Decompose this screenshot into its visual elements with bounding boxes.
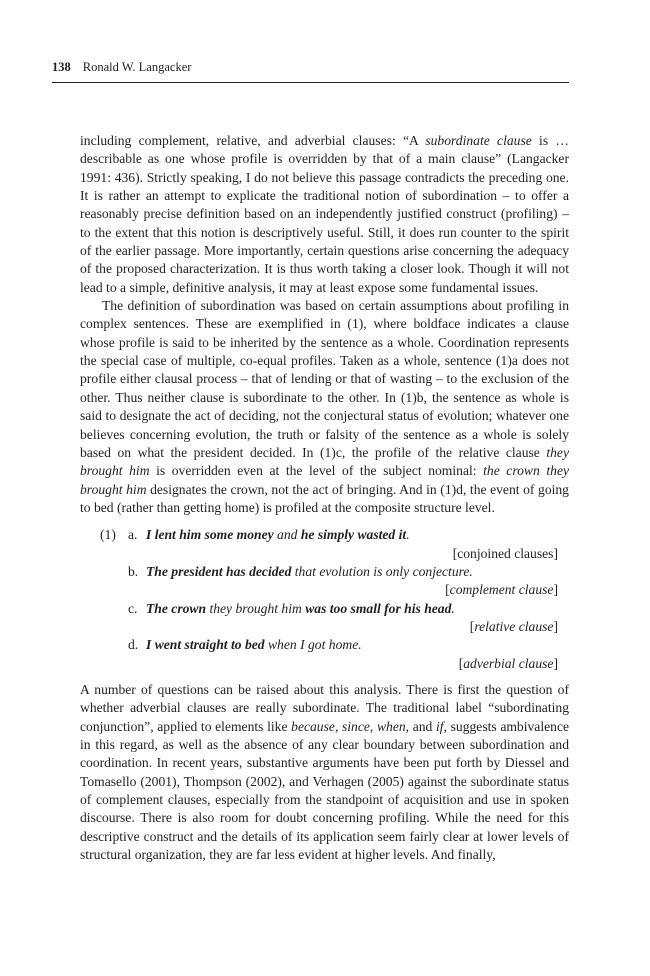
text-run: , suggests ambivalence in this regard, as well as the absence of any clear boundary between subordination and coordination. In recent years, substantive arguments have been put forth by Diessel and Tomasello (2001), Thompson (2002), and Verhagen (2005) against the subordinate status of complement clauses, especially from the standpoint of acquisition and use in spoken discourse. There is also room for doubt concerning profiling. While the need for this descriptive construct and the details of its application seem fairly clear at lower levels of structural organization, they are far less evident at higher levels. And finally, <box>80 718 570 863</box>
paragraph-1 <box>80 132 569 297</box>
running-head-author: Ronald W. Langacker <box>82 60 192 74</box>
example-sentence <box>146 636 569 654</box>
example-sentence <box>146 600 569 618</box>
bold-clause: was too small for his head <box>305 600 452 616</box>
label-text: complement clause <box>449 582 554 598</box>
italic-term: since <box>341 718 370 734</box>
example-c <box>80 600 569 618</box>
label-text: adverbial clause <box>463 655 554 671</box>
italic-term: the crown they brought him <box>80 463 570 497</box>
example-block-1 <box>80 526 569 673</box>
example-d-label <box>80 655 569 673</box>
running-header <box>52 60 569 83</box>
bold-clause: The crown <box>146 600 207 616</box>
example-number-spacer <box>80 600 128 618</box>
text-run: is … describable as one whose profile is overridden by that of a main clause” (Langacker 1991: 436). Strictly speaking, I do not believe this passage contradicts the preceding one. It is rather an attempt to explicate the traditional notion of subordination – to offer a reasonably precise definition based on an independently justified construct (profiling) – to the extent that this notion is descriptively useful. Still, it does run counter to the spirit of the earlier passage. More importantly, certain questions arise concerning the adequacy of the proposed characterization. It is thus worth taking a closer look. Though it will not lead to a simple, definitive analysis, it may at least expose some fundamental issues. <box>80 133 569 295</box>
example-sentence <box>146 563 569 581</box>
example-c-label <box>80 618 569 636</box>
bold-clause: The president has decided <box>146 563 292 579</box>
example-letter: a. <box>128 527 138 543</box>
example-b <box>80 563 569 581</box>
paragraph-2 <box>80 297 569 517</box>
example-number-spacer <box>80 636 128 654</box>
bold-clause: he simply wasted it <box>300 527 407 543</box>
italic-clause: they brought him <box>206 600 306 616</box>
italic-term: because <box>291 718 335 734</box>
text-run: designates the crown, not the act of bringing. And in (1)d, the event of going to bed (rather than getting home) is profiled at the composite structure level. <box>80 481 569 515</box>
label-text: relative clause <box>474 618 554 634</box>
bold-clause: I went straight to bed <box>146 637 265 653</box>
example-b-label <box>80 581 569 599</box>
example-number-spacer <box>80 563 128 581</box>
italic-term: subordinate clause <box>425 133 532 148</box>
example-letter: c. <box>128 600 138 616</box>
example-number: (1) <box>100 527 116 543</box>
paragraph-3 <box>80 681 569 864</box>
text-run: including complement, relative, and adverbial clauses: “A <box>80 133 426 148</box>
bracket: [ <box>469 618 475 634</box>
italic-term: if <box>436 718 444 734</box>
italic-term: they brought him <box>80 444 569 479</box>
italic-clause: when I got home. <box>264 637 362 653</box>
example-letter: b. <box>128 563 139 579</box>
bracket: [ <box>458 655 464 671</box>
text-run: is overridden even at the level of the subject nominal: <box>149 463 484 479</box>
bracket: ] <box>553 582 558 598</box>
example-a-label: [conjoined clauses] <box>452 545 558 561</box>
italic-clause: and <box>273 527 301 543</box>
bracket: ] <box>553 618 558 634</box>
bracket: [ <box>445 582 450 598</box>
page-number: 138 <box>52 60 71 74</box>
example-sentence <box>146 526 569 544</box>
body-text <box>80 132 569 864</box>
example-d <box>80 636 569 654</box>
example-letter: d. <box>128 637 139 653</box>
text-run: , and <box>405 718 436 734</box>
punct: . <box>406 527 410 543</box>
punct: . <box>451 600 455 616</box>
text-run: , <box>369 718 377 734</box>
italic-clause: that evolution is only conjecture. <box>291 563 473 579</box>
text-run: The definition of subordination was based on certain assumptions about profiling in complex sentences. These are exemplified in (1), where boldface indicates a clause whose profile is said to be inherited by the sentence as a whole. Coordination represents the special case of multiple, co-equal profiles. Taken as a whole, sentence (1)a does not profile either clausal process – that of lending or that of wasting – to the exclusion of the other. Thus neither clause is subordinate to the other. In (1)b, the sentence as whole is said to designate the act of deciding, not the conjectural status of evolution; whatever one believes concerning evolution, the truth or falsity of the sentence as a whole is solely based on what the president decided. In (1)c, the profile of the relative clause <box>80 298 569 460</box>
text-run: , <box>334 718 342 734</box>
example-a <box>80 526 569 544</box>
bold-clause: I lent him some money <box>146 527 274 543</box>
bracket: ] <box>553 655 558 671</box>
text-run: A number of questions can be raised about this analysis. There is first the question of whether adverbial clauses are really subordinate. The traditional label “subordinating conjunction”, applied to elements like <box>80 681 569 734</box>
italic-term: when <box>376 718 406 734</box>
